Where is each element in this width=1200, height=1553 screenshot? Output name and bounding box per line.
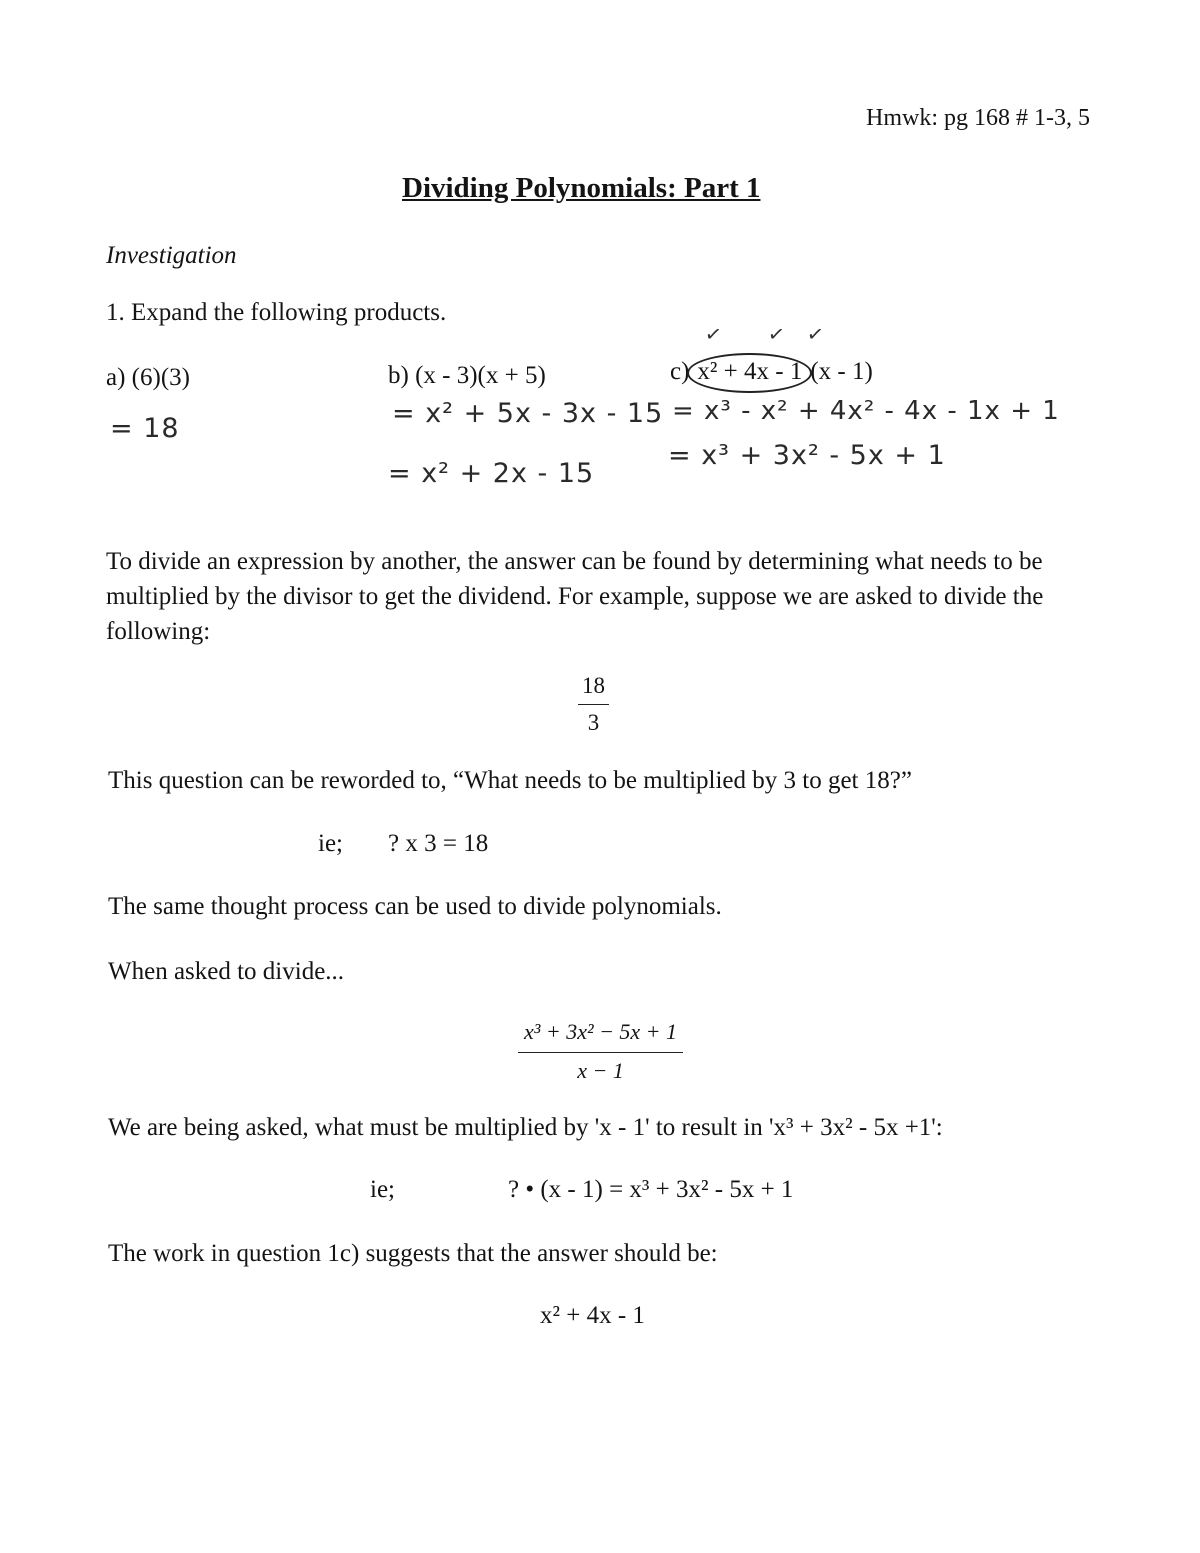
ie-label-1: ie; — [318, 830, 343, 857]
reworded-question: This question can be reworded to, “What needs to be multiplied by 3 to get 18?” — [108, 767, 912, 794]
question-1c-prefix: c) — [670, 358, 690, 385]
question-1c-work-line-1: = x³ - x² + 4x² - 4x - 1x + 1 — [672, 396, 1060, 426]
homework-reference: Hmwk: pg 168 # 1-3, 5 — [866, 105, 1090, 131]
ie-label-2: ie; — [370, 1176, 395, 1203]
question-1b-work-line-2: = x² + 2x - 15 — [388, 458, 595, 489]
question-1b-work-line-1: = x² + 5x - 3x - 15 — [392, 398, 664, 429]
intro-paragraph: To divide an expression by another, the answer can be found by determining what needs to be multiplied by the divisor to get the dividend. For example, suppose we are asked to divide the following: — [106, 548, 1044, 645]
question-1c-work-line-2: = x³ + 3x² - 5x + 1 — [668, 440, 946, 471]
checkmark-1: ✓ — [703, 320, 724, 348]
same-process-text: The same thought process can be used to divide polynomials. — [108, 893, 722, 920]
question-1c-checkmarks — [705, 322, 823, 346]
question-1c-circled-factor: x² + 4x - 1 — [689, 356, 810, 388]
page-title: Dividing Polynomials: Part 1 — [402, 172, 761, 204]
ie-expression-2: ? • (x - 1) = x³ + 3x² - 5x + 1 — [508, 1176, 794, 1203]
checkmark-2: ✓ — [766, 320, 787, 348]
section-heading: Investigation — [106, 242, 237, 269]
question-1c-factor-2: (x - 1) — [810, 358, 873, 385]
example-fraction — [578, 670, 609, 739]
answer-expression: x² + 4x - 1 — [540, 1302, 645, 1329]
example-numerator: 18 — [578, 670, 609, 705]
polynomial-fraction — [518, 1016, 683, 1087]
question-1c-label — [670, 356, 873, 388]
question-1a-label: a) (6)(3) — [106, 364, 190, 391]
circle-annotation — [687, 353, 812, 393]
ie-expression-1: ? x 3 = 18 — [388, 830, 489, 857]
work-suggests-text: The work in question 1c) suggests that the answer should be: — [108, 1240, 718, 1267]
polynomial-denominator: x − 1 — [577, 1058, 624, 1083]
question-1a-work-line-1: = 18 — [110, 413, 180, 444]
question-1b-label: b) (x - 3)(x + 5) — [388, 362, 546, 389]
checkmark-3: ✓ — [804, 320, 825, 348]
when-asked-text: When asked to divide... — [108, 958, 345, 985]
polynomial-numerator: x³ + 3x² − 5x + 1 — [518, 1016, 683, 1053]
example-denominator: 3 — [587, 710, 600, 735]
question-1-prompt: 1. Expand the following products. — [106, 299, 447, 326]
being-asked-text: We are being asked, what must be multiplied by 'x - 1' to result in 'x³ + 3x² - 5x +1': — [108, 1114, 943, 1141]
